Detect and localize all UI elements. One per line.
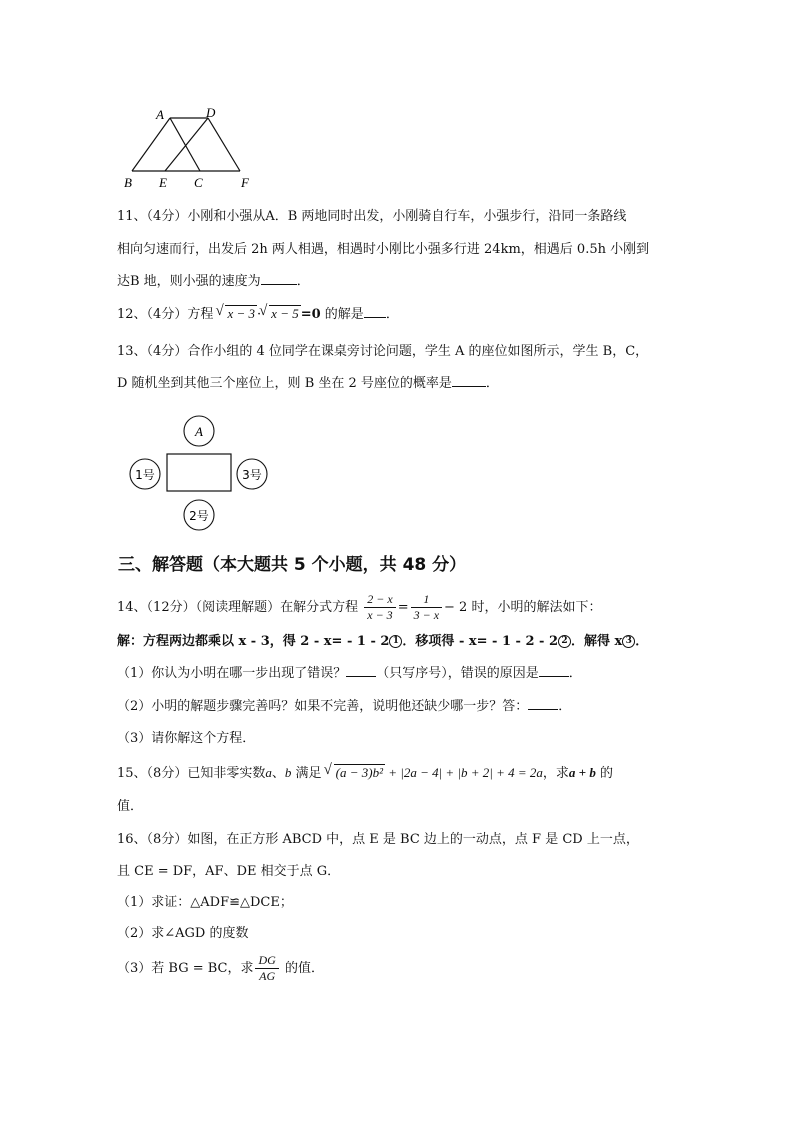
- q11-text-1: 小刚和小强从A．B 两地同时出发，小刚骑自行车，小强步行，沿同一条路线: [187, 209, 627, 224]
- label-e: E: [159, 175, 167, 190]
- q14-equals: =: [397, 600, 409, 615]
- q12-period: ．: [385, 307, 399, 322]
- q14-fraction-1-denominator: x − 3: [367, 608, 393, 622]
- q15-text-3: ，求: [542, 766, 569, 781]
- q14-part-2-blank[interactable]: [528, 697, 558, 710]
- q14-part-2-text-a: （2）小明的解题步骤完善吗？如果不完善，说明他还缺少哪一步？答：: [117, 699, 529, 714]
- q15-number: 15、（8分）: [117, 766, 188, 781]
- segment-df: [208, 118, 240, 171]
- q15-var-b: b: [284, 765, 292, 780]
- q13-text-1: 合作小组的 4 位同学在课桌旁讨论问题，学生 A 的座位如图所示，学生 B，C，: [187, 344, 649, 359]
- q11-period: ．: [296, 274, 310, 289]
- segment-ab: [132, 118, 170, 171]
- q15-text-2: 满足: [291, 766, 322, 781]
- q16-text-1: 如图，在正方形 ABCD 中，点 E 是 BC 边上的一动点，点 F 是 CD 上一点，: [187, 832, 639, 847]
- q15-radical: √ (a − 3)b²: [334, 764, 385, 781]
- seat-2-label: 2号: [189, 509, 209, 523]
- q15-text-1: 已知非零实数: [187, 766, 266, 781]
- label-d: D: [206, 105, 216, 120]
- q12-line: [117, 305, 399, 325]
- q14-solution-2: ．移项得 - x= - 1 - 2 - 2: [402, 634, 558, 649]
- q14-part-1: [117, 664, 582, 684]
- segment-de: [165, 118, 208, 171]
- table-rectangle: [167, 454, 231, 491]
- q12-radical-1: √ x − 3: [225, 305, 257, 322]
- q14-part-1-text-a: （1）你认为小明在哪一步出现了错误？: [117, 666, 347, 681]
- q16-line2: 且 CE = DF，AF、DE 相交于点 G．: [117, 864, 341, 879]
- q11-number: 11、（4分）: [117, 209, 188, 224]
- q14-fraction-2-numerator: 1: [411, 592, 442, 608]
- q12-dot: ·: [257, 307, 262, 322]
- q16-part-3-text-a: （3）若 BG = BC，求: [117, 961, 254, 976]
- q16-fraction-numerator: DG: [255, 953, 278, 969]
- q14-solution-4: ．: [635, 634, 649, 649]
- q13-period: ．: [485, 376, 499, 391]
- q14-part-1-text-c: ．: [568, 666, 582, 681]
- q14-tail: − 2 时，小明的解法如下：: [444, 600, 602, 615]
- segment-ac: [170, 118, 200, 171]
- q14-part-1-blank-2[interactable]: [539, 664, 569, 677]
- q12-radical-2: √ x − 5: [269, 305, 301, 322]
- label-b: B: [124, 175, 132, 190]
- q12-prefix: 方程: [187, 307, 214, 322]
- q14-solution-line: [117, 632, 648, 652]
- q14-solution-3: ．解得 x: [571, 634, 623, 649]
- q15-text-4: 的: [595, 766, 613, 781]
- q16-part-2: （2）求∠AGD 的度数: [117, 926, 249, 941]
- geometry-figure-parallelogram: [118, 105, 268, 190]
- q15-line2: 值．: [117, 799, 144, 814]
- q11-answer-blank[interactable]: [261, 272, 297, 285]
- q14-part-1-blank-1[interactable]: [346, 664, 376, 677]
- q11-line1: [117, 207, 626, 227]
- q14-line1: [117, 590, 601, 626]
- label-f: F: [241, 175, 249, 190]
- q15-separator: 、: [271, 766, 285, 781]
- q14-fraction-1-numerator: 2 − x: [364, 592, 395, 608]
- q14-part-2-text-b: ．: [558, 699, 572, 714]
- q16-number: 16、（8分）: [117, 832, 188, 847]
- q14-fraction-2: [411, 592, 442, 623]
- q13-text-2: D 随机坐到其他三个座位上，则 B 坐在 2 号座位的概率是: [117, 376, 452, 391]
- q16-part-1: （1）求证：△ADF≌△DCE；: [117, 895, 293, 910]
- seat-3-label: 3号: [242, 468, 262, 482]
- q13-number: 13、（4分）: [117, 344, 188, 359]
- q16-part-3-text-b: 的值．: [280, 961, 324, 976]
- label-c: C: [194, 175, 203, 190]
- q14-part-2: [117, 697, 571, 717]
- q15-target: a + b: [568, 765, 596, 780]
- q14-part-1-text-b: （只写序号），错误的原因是: [376, 666, 539, 681]
- q14-fraction-1: [364, 592, 395, 623]
- q14-number: 14、（12分）: [117, 600, 196, 615]
- q12-equals: =0: [300, 307, 321, 322]
- q16-fraction-denominator: AG: [259, 969, 276, 983]
- q13-line2: [117, 374, 499, 394]
- q14-step-3-marker: 3: [622, 635, 635, 648]
- label-a: A: [156, 107, 164, 122]
- seat-a-label: A: [195, 424, 203, 439]
- q14-solution-1: 解：方程两边都乘以 x - 3，得 2 - x= - 1 - 2: [117, 634, 390, 649]
- q14-fraction-2-denominator: 3 − x: [413, 608, 440, 622]
- q13-answer-blank[interactable]: [452, 374, 486, 387]
- section-3-title: 三、解答题（本大题共 5 个小题，共 48 分）: [118, 555, 467, 575]
- q15-var-a: a: [265, 765, 272, 780]
- q12-answer-blank[interactable]: [364, 305, 386, 318]
- q11-text-3: 达B 地，则小强的速度为: [117, 274, 261, 289]
- q16-fraction: [255, 953, 278, 984]
- q15-line1: [117, 760, 613, 787]
- q11-line3: [117, 272, 310, 292]
- seat-1-label: 1号: [135, 468, 155, 482]
- q16-line1: [117, 830, 639, 850]
- q16-part-3: [117, 952, 324, 986]
- q14-step-1-marker: 1: [389, 635, 402, 648]
- q12-number: 12、（4分）: [117, 307, 188, 322]
- seating-figure: [125, 410, 275, 535]
- q14-part-3: （3）请你解这个方程．: [117, 731, 256, 746]
- q13-line1: [117, 342, 648, 362]
- q12-suffix: 的解是: [320, 307, 364, 322]
- q11-line2: 相向匀速而行，出发后 2h 两人相遇，相遇时小刚比小强多行进 24km，相遇后 0.5h 小刚到: [117, 242, 650, 257]
- q15-equation-rest: + |2a − 4| + |b + 2| + 4 = 2a: [384, 765, 543, 780]
- q14-step-2-marker: 2: [558, 635, 571, 648]
- q14-intro: （阅读理解题）在解分式方程: [195, 600, 359, 615]
